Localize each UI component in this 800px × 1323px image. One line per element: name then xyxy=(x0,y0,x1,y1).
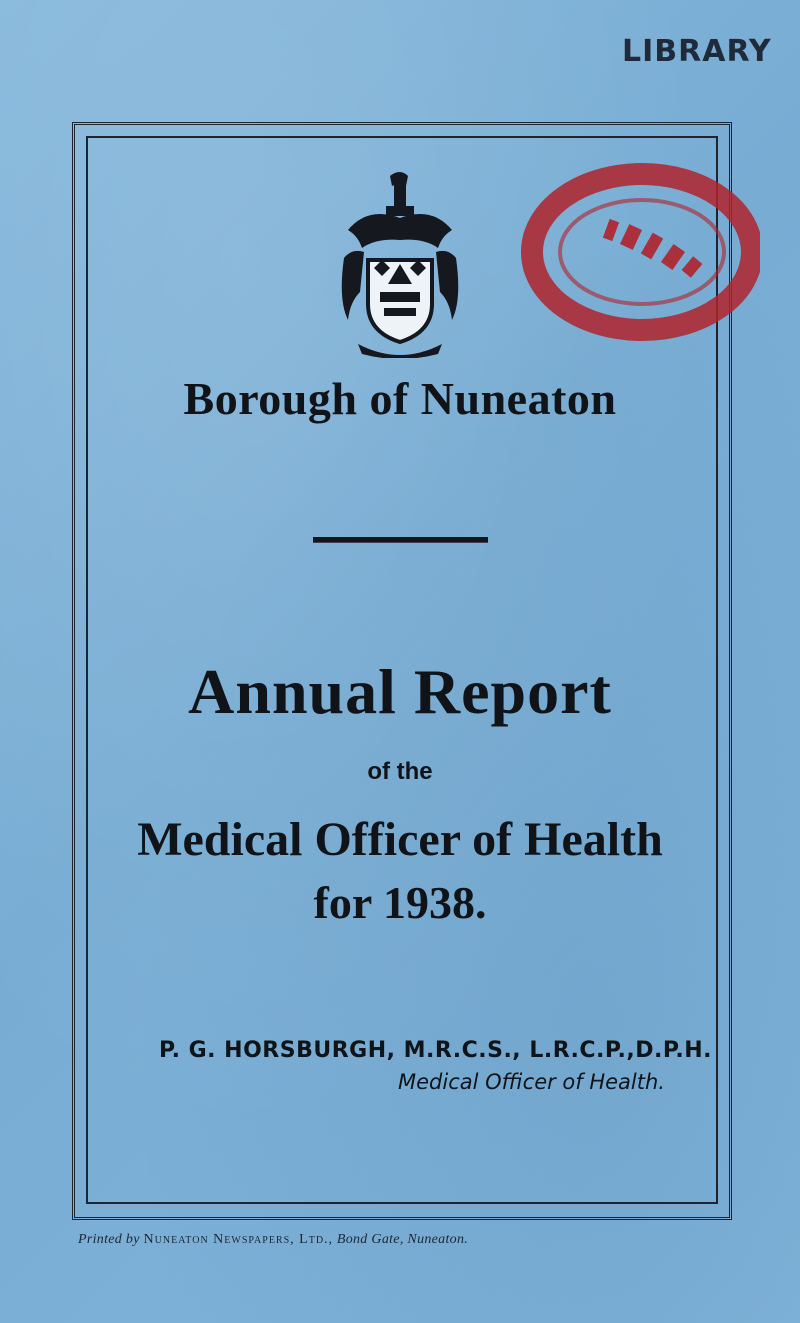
imprint-address: Bond Gate, Nuneaton. xyxy=(336,1232,469,1247)
author-role: Medical Officer of Health. xyxy=(398,1070,665,1094)
imprint-printer: Nuneaton Newspapers, Ltd., xyxy=(143,1232,334,1247)
printer-imprint xyxy=(78,1232,468,1248)
library-stamp: LIBRARY xyxy=(622,34,772,69)
borough-title: Borough of Nuneaton xyxy=(183,373,617,424)
imprint-printed-by: Printed by xyxy=(78,1232,140,1247)
report-title: Annual Report xyxy=(188,656,612,727)
report-year: for 1938. xyxy=(313,877,487,928)
of-the-text: of the xyxy=(367,758,433,785)
report-subject: Medical Officer of Health xyxy=(137,813,663,866)
author-name: P. G. HORSBURGH, M.R.C.S., L.R.C.P.,D.P.H. xyxy=(159,1038,713,1063)
divider-rule xyxy=(313,537,488,543)
ministry-stamp-icon xyxy=(520,160,760,350)
coat-of-arms-icon xyxy=(338,168,462,358)
